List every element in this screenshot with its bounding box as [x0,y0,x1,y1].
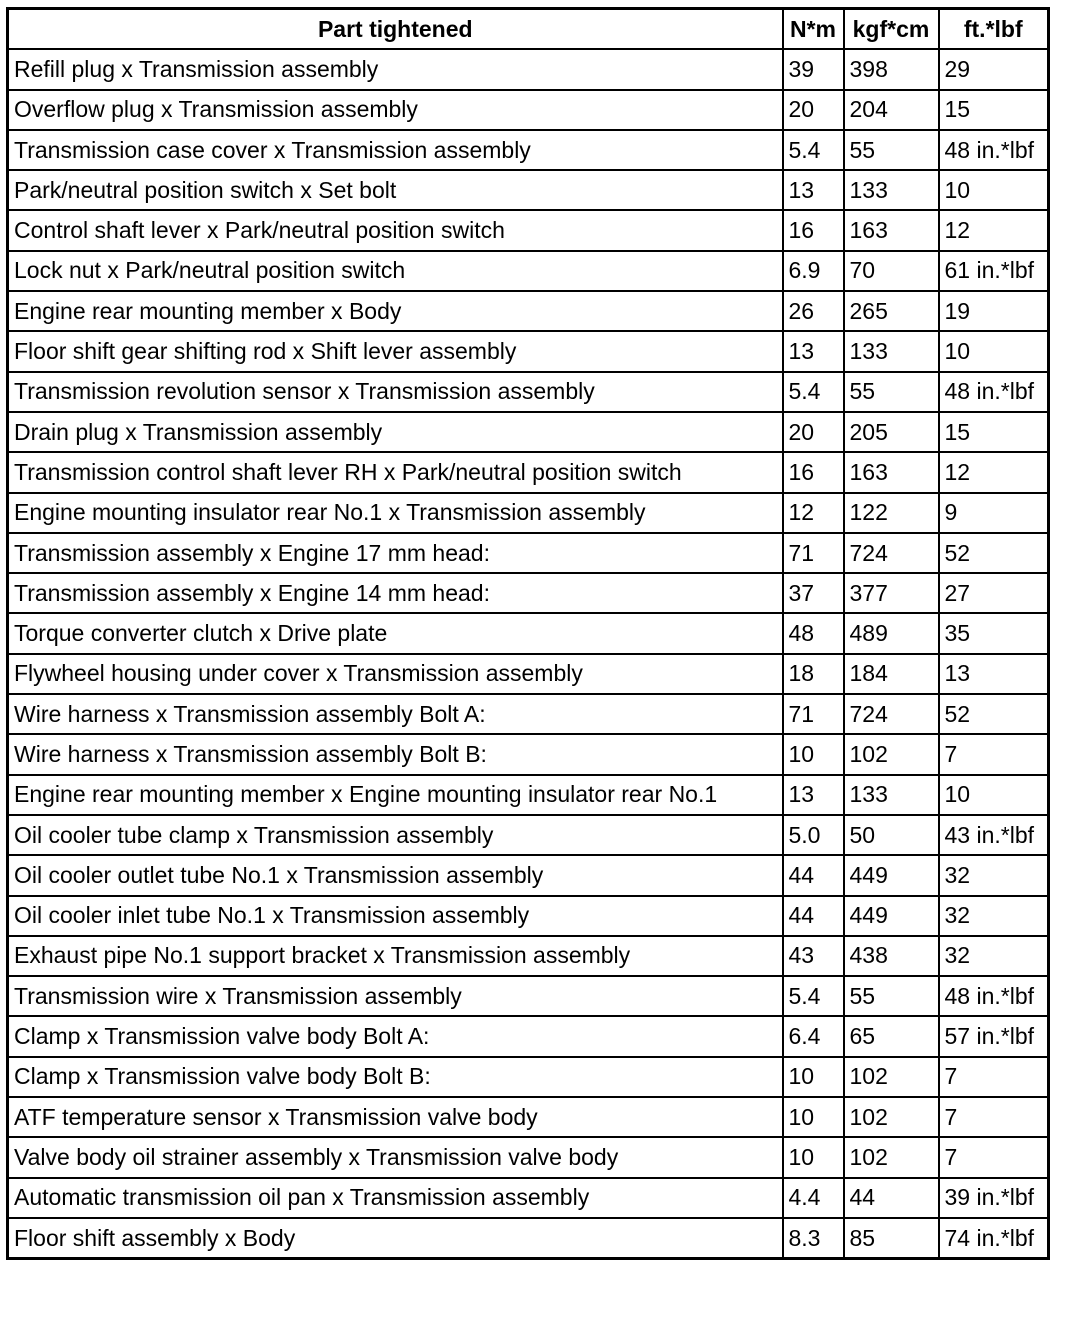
part-tightened-cell: Engine mounting insulator rear No.1 x Transmission assembly [8,493,783,533]
newton-meter-cell: 5.4 [783,976,844,1016]
table-row [8,573,1049,613]
part-tightened-cell: Overflow plug x Transmission assembly [8,90,783,130]
part-tightened-cell: Transmission assembly x Engine 14 mm head: [8,573,783,613]
newton-meter-cell: 10 [783,1057,844,1097]
newton-meter-cell: 10 [783,1097,844,1137]
part-tightened-cell: Wire harness x Transmission assembly Bolt A: [8,694,783,734]
part-tightened-cell: Lock nut x Park/neutral position switch [8,251,783,291]
torque-specification-table [6,7,1050,1260]
kgf-cm-cell: 163 [844,210,939,250]
kgf-cm-cell: 50 [844,815,939,855]
kgf-cm-cell: 184 [844,654,939,694]
table-row [8,613,1049,653]
ft-lbf-cell: 15 [939,412,1049,452]
ft-lbf-cell: 61 in.*lbf [939,251,1049,291]
newton-meter-cell: 13 [783,331,844,371]
header-kgf-cm: kgf*cm [844,9,939,50]
ft-lbf-cell: 10 [939,331,1049,371]
ft-lbf-cell: 15 [939,90,1049,130]
kgf-cm-cell: 70 [844,251,939,291]
table-row [8,1137,1049,1177]
table-row [8,372,1049,412]
table-row [8,1218,1049,1259]
ft-lbf-cell: 39 in.*lbf [939,1178,1049,1218]
newton-meter-cell: 48 [783,613,844,653]
part-tightened-cell: Oil cooler outlet tube No.1 x Transmission assembly [8,855,783,895]
table-row [8,1097,1049,1137]
part-tightened-cell: Control shaft lever x Park/neutral position switch [8,210,783,250]
part-tightened-cell: Automatic transmission oil pan x Transmission assembly [8,1178,783,1218]
kgf-cm-cell: 102 [844,1137,939,1177]
ft-lbf-cell: 7 [939,1097,1049,1137]
ft-lbf-cell: 43 in.*lbf [939,815,1049,855]
table-row [8,775,1049,815]
kgf-cm-cell: 102 [844,734,939,774]
ft-lbf-cell: 29 [939,49,1049,89]
ft-lbf-cell: 10 [939,775,1049,815]
kgf-cm-cell: 377 [844,573,939,613]
table-row [8,976,1049,1016]
newton-meter-cell: 6.9 [783,251,844,291]
ft-lbf-cell: 13 [939,654,1049,694]
table-row [8,412,1049,452]
table-row [8,210,1049,250]
newton-meter-cell: 71 [783,533,844,573]
header-ft-lbf: ft.*lbf [939,9,1049,50]
newton-meter-cell: 6.4 [783,1016,844,1056]
part-tightened-cell: Engine rear mounting member x Engine mounting insulator rear No.1 [8,775,783,815]
ft-lbf-cell: 12 [939,210,1049,250]
table-row [8,896,1049,936]
newton-meter-cell: 13 [783,775,844,815]
kgf-cm-cell: 44 [844,1178,939,1218]
part-tightened-cell: Valve body oil strainer assembly x Transmission valve body [8,1137,783,1177]
ft-lbf-cell: 32 [939,896,1049,936]
kgf-cm-cell: 205 [844,412,939,452]
kgf-cm-cell: 398 [844,49,939,89]
header-newton-meter: N*m [783,9,844,50]
newton-meter-cell: 16 [783,210,844,250]
newton-meter-cell: 10 [783,734,844,774]
kgf-cm-cell: 724 [844,533,939,573]
newton-meter-cell: 43 [783,936,844,976]
part-tightened-cell: Clamp x Transmission valve body Bolt A: [8,1016,783,1056]
ft-lbf-cell: 48 in.*lbf [939,372,1049,412]
kgf-cm-cell: 65 [844,1016,939,1056]
table-row [8,331,1049,371]
kgf-cm-cell: 204 [844,90,939,130]
part-tightened-cell: Floor shift assembly x Body [8,1218,783,1259]
table-row [8,1178,1049,1218]
ft-lbf-cell: 52 [939,533,1049,573]
kgf-cm-cell: 163 [844,452,939,492]
table-row [8,130,1049,170]
newton-meter-cell: 26 [783,291,844,331]
ft-lbf-cell: 12 [939,452,1049,492]
kgf-cm-cell: 489 [844,613,939,653]
ft-lbf-cell: 57 in.*lbf [939,1016,1049,1056]
part-tightened-cell: Refill plug x Transmission assembly [8,49,783,89]
ft-lbf-cell: 48 in.*lbf [939,130,1049,170]
ft-lbf-cell: 9 [939,493,1049,533]
newton-meter-cell: 39 [783,49,844,89]
part-tightened-cell: Exhaust pipe No.1 support bracket x Transmission assembly [8,936,783,976]
kgf-cm-cell: 55 [844,372,939,412]
table-row [8,1016,1049,1056]
part-tightened-cell: Floor shift gear shifting rod x Shift lever assembly [8,331,783,371]
table-body [8,49,1049,1258]
table-row [8,90,1049,130]
ft-lbf-cell: 32 [939,936,1049,976]
newton-meter-cell: 37 [783,573,844,613]
kgf-cm-cell: 449 [844,855,939,895]
newton-meter-cell: 5.0 [783,815,844,855]
part-tightened-cell: Oil cooler tube clamp x Transmission assembly [8,815,783,855]
ft-lbf-cell: 27 [939,573,1049,613]
newton-meter-cell: 12 [783,493,844,533]
kgf-cm-cell: 133 [844,775,939,815]
table-row [8,49,1049,89]
header-row [8,9,1049,50]
ft-lbf-cell: 48 in.*lbf [939,976,1049,1016]
ft-lbf-cell: 7 [939,734,1049,774]
ft-lbf-cell: 19 [939,291,1049,331]
table-row [8,815,1049,855]
part-tightened-cell: Transmission case cover x Transmission assembly [8,130,783,170]
kgf-cm-cell: 133 [844,331,939,371]
kgf-cm-cell: 438 [844,936,939,976]
kgf-cm-cell: 724 [844,694,939,734]
newton-meter-cell: 10 [783,1137,844,1177]
table-row [8,855,1049,895]
kgf-cm-cell: 85 [844,1218,939,1259]
newton-meter-cell: 16 [783,452,844,492]
part-tightened-cell: Transmission assembly x Engine 17 mm head: [8,533,783,573]
table-row [8,734,1049,774]
ft-lbf-cell: 32 [939,855,1049,895]
table-row [8,654,1049,694]
newton-meter-cell: 20 [783,412,844,452]
newton-meter-cell: 18 [783,654,844,694]
kgf-cm-cell: 55 [844,130,939,170]
kgf-cm-cell: 449 [844,896,939,936]
part-tightened-cell: Transmission revolution sensor x Transmission assembly [8,372,783,412]
part-tightened-cell: ATF temperature sensor x Transmission valve body [8,1097,783,1137]
kgf-cm-cell: 122 [844,493,939,533]
header-part-tightened: Part tightened [8,9,783,50]
table-row [8,936,1049,976]
ft-lbf-cell: 7 [939,1057,1049,1097]
part-tightened-cell: Oil cooler inlet tube No.1 x Transmission assembly [8,896,783,936]
table-row [8,1057,1049,1097]
ft-lbf-cell: 74 in.*lbf [939,1218,1049,1259]
ft-lbf-cell: 52 [939,694,1049,734]
newton-meter-cell: 5.4 [783,372,844,412]
newton-meter-cell: 4.4 [783,1178,844,1218]
newton-meter-cell: 8.3 [783,1218,844,1259]
kgf-cm-cell: 265 [844,291,939,331]
ft-lbf-cell: 10 [939,170,1049,210]
newton-meter-cell: 44 [783,896,844,936]
table-row [8,452,1049,492]
part-tightened-cell: Park/neutral position switch x Set bolt [8,170,783,210]
ft-lbf-cell: 35 [939,613,1049,653]
newton-meter-cell: 44 [783,855,844,895]
newton-meter-cell: 13 [783,170,844,210]
part-tightened-cell: Wire harness x Transmission assembly Bolt B: [8,734,783,774]
kgf-cm-cell: 55 [844,976,939,1016]
part-tightened-cell: Flywheel housing under cover x Transmission assembly [8,654,783,694]
part-tightened-cell: Engine rear mounting member x Body [8,291,783,331]
kgf-cm-cell: 102 [844,1097,939,1137]
part-tightened-cell: Torque converter clutch x Drive plate [8,613,783,653]
ft-lbf-cell: 7 [939,1137,1049,1177]
part-tightened-cell: Drain plug x Transmission assembly [8,412,783,452]
table-row [8,251,1049,291]
part-tightened-cell: Transmission control shaft lever RH x Park/neutral position switch [8,452,783,492]
kgf-cm-cell: 102 [844,1057,939,1097]
kgf-cm-cell: 133 [844,170,939,210]
newton-meter-cell: 71 [783,694,844,734]
newton-meter-cell: 5.4 [783,130,844,170]
table-row [8,493,1049,533]
table-row [8,694,1049,734]
part-tightened-cell: Transmission wire x Transmission assembly [8,976,783,1016]
table-row [8,291,1049,331]
newton-meter-cell: 20 [783,90,844,130]
table-row [8,533,1049,573]
table-row [8,170,1049,210]
part-tightened-cell: Clamp x Transmission valve body Bolt B: [8,1057,783,1097]
